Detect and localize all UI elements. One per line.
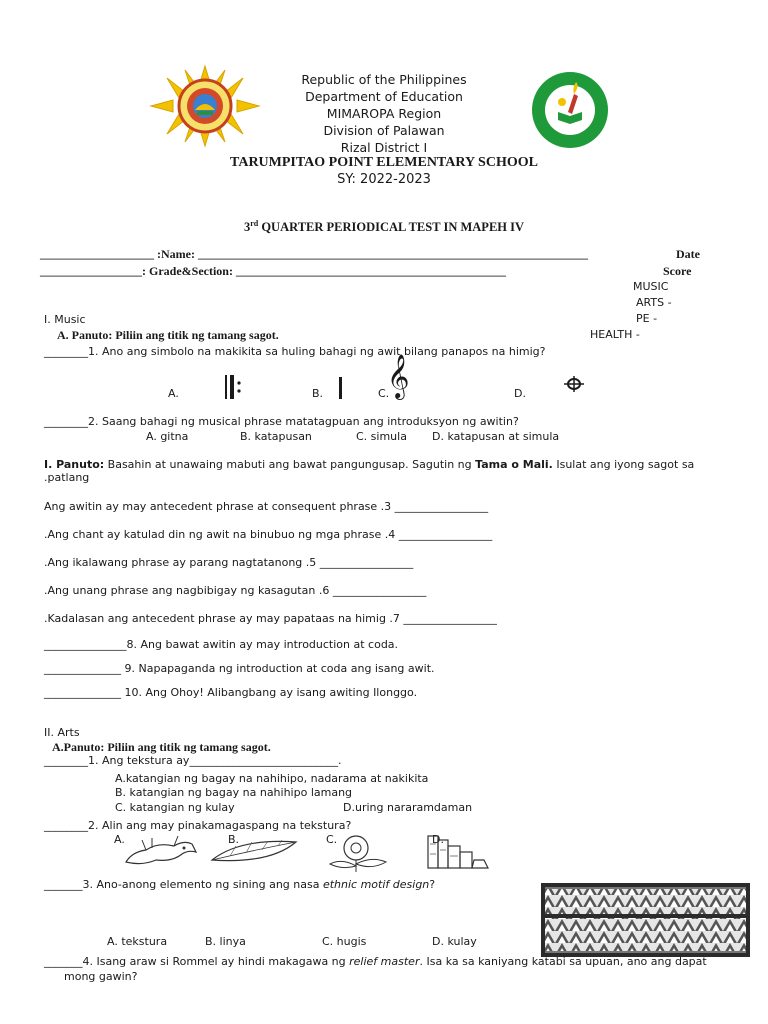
score-pe: PE - (636, 312, 658, 325)
section-music-heading: I. Music (44, 313, 86, 326)
texture-leaf-image (210, 836, 298, 866)
school-year: SY: 2022-2023 (337, 172, 431, 187)
music-q2-option-a: A. gitna (146, 430, 189, 443)
arts-question-3: _______3. Ano-anong elemento ng sining ang nasa ethnic motif design? (44, 878, 436, 891)
music-question-2: ________2. Saang bahagi ng musical phrase matatagpuan ang introduksyon ng awitin? (44, 415, 519, 428)
arts-q1-option-d: D.uring nararamdaman (343, 801, 473, 814)
section-arts-heading: II. Arts (44, 726, 80, 739)
music-item-8: _______________8. Ang bawat awitin ay may introduction at coda. (44, 638, 399, 651)
music-item-4: .Ang chant ay katulad din ng awit na binubuo ng mga phrase .4 _________________ (44, 528, 493, 541)
arts-q3-option-d: D. kulay (432, 935, 477, 948)
music-item-5: .Ang ikalawang phrase ay parang nagtatanong .5 _________________ (44, 556, 414, 569)
header-department: Department of Education (305, 89, 463, 104)
texture-flower-image (322, 832, 392, 872)
arts-question-2: ________2. Alin ang may pinakamagaspang na tekstura? (44, 819, 352, 832)
arts-question-4-line2: mong gawin? (64, 970, 138, 983)
header-region: MIMAROPA Region (326, 106, 442, 121)
score-label: Score (663, 264, 692, 278)
music-q1-option-b: B. (312, 387, 324, 400)
ethnic-motif-design-image (541, 883, 750, 957)
grade-section-field-line[interactable]: _________________: Grade&Section: _____________________________________________ (40, 264, 506, 278)
music-q1-option-a: A. (168, 387, 179, 400)
g-clef-icon: 𝄞 (387, 354, 410, 398)
music-question-1: ________1. Ano ang simbolo na makikita sa huling bahagi ng awit bilang panapos na himig? (44, 345, 546, 358)
single-barline-icon (338, 377, 344, 399)
arts-q3-option-b: B. linya (205, 935, 246, 948)
texture-animal-image (122, 832, 200, 872)
arts-q2-option-a: A. (114, 833, 125, 846)
arts-question-4: _______4. Isang araw si Rommel ay hindi makagawa ng relief master. Isa ka sa kaniyang katabi sa upuan, ano ang dapat (44, 955, 707, 968)
header-republic: Republic of the Philippines (301, 72, 467, 87)
arts-q2-option-b: B. (228, 833, 240, 846)
score-health: HEALTH - (590, 328, 640, 341)
test-title: 3rd QUARTER PERIODICAL TEST IN MAPEH IV (243, 219, 525, 235)
music-item-7: .Kadalasan ang antecedent phrase ay may papataas na himig .7 _________________ (44, 612, 497, 625)
name-field-line[interactable]: ___________________ :Name: _________________________________________________________________ (40, 247, 588, 261)
music-panuto-b-line2: .patlang (44, 471, 90, 484)
music-item-10: ______________ 10. Ang Ohoy! Alibangbang ay isang awiting Ilonggo. (44, 686, 418, 699)
music-item-6: .Ang unang phrase ang nagbibigay ng kasagutan .6 _________________ (44, 584, 427, 597)
school-name: TARUMPITAO POINT ELEMENTARY SCHOOL (230, 155, 538, 170)
arts-q3-option-a: A. tekstura (107, 935, 168, 948)
arts-q1-option-c: C. katangian ng kulay (115, 801, 235, 814)
music-q2-option-d: D. katapusan at simula (432, 430, 560, 443)
music-item-3: Ang awitin ay may antecedent phrase at consequent phrase .3 _________________ (44, 500, 489, 513)
music-q1-option-c: C. (378, 387, 390, 400)
arts-q2-option-d: D. (432, 833, 444, 846)
header-district: Rizal District I (340, 140, 428, 155)
music-panuto-b: I. Panuto: Basahin at unawaing mabuti ang bawat pangungusap. Sagutin ng Tama o Mali. Isulat ang iyong sagot sa (44, 458, 695, 471)
arts-panuto-a: A.Panuto: Piliin ang titik ng tamang sagot. (52, 740, 271, 754)
arts-q3-option-c: C. hugis (322, 935, 367, 948)
music-item-9: ______________ 9. Napapaganda ng introduction at coda ang isang awit. (44, 662, 435, 675)
arts-q1-option-b: B. katangian ng bagay na nahihipo lamang (115, 786, 353, 799)
texture-rocks-image (422, 832, 492, 872)
score-arts: ARTS - (636, 296, 672, 309)
arts-q2-option-c: C. (326, 833, 338, 846)
arts-q1-option-a: A.katangian ng bagay na nahihipo, nadarama at nakikita (115, 772, 429, 785)
music-q2-option-c: C. simula (356, 430, 407, 443)
header-division: Division of Palawan (323, 123, 445, 138)
arts-question-1: ________1. Ang tekstura ay___________________________. (44, 754, 342, 767)
music-panuto-a: A. Panuto: Piliin ang titik ng tamang sagot. (57, 328, 279, 342)
score-music: MUSIC (633, 280, 669, 293)
coda-symbol-icon (564, 376, 584, 392)
final-barline-repeat-icon (224, 374, 244, 400)
music-q1-option-d: D. (514, 387, 526, 400)
music-q2-option-b: B. katapusan (240, 430, 312, 443)
date-label: Date (676, 247, 700, 261)
